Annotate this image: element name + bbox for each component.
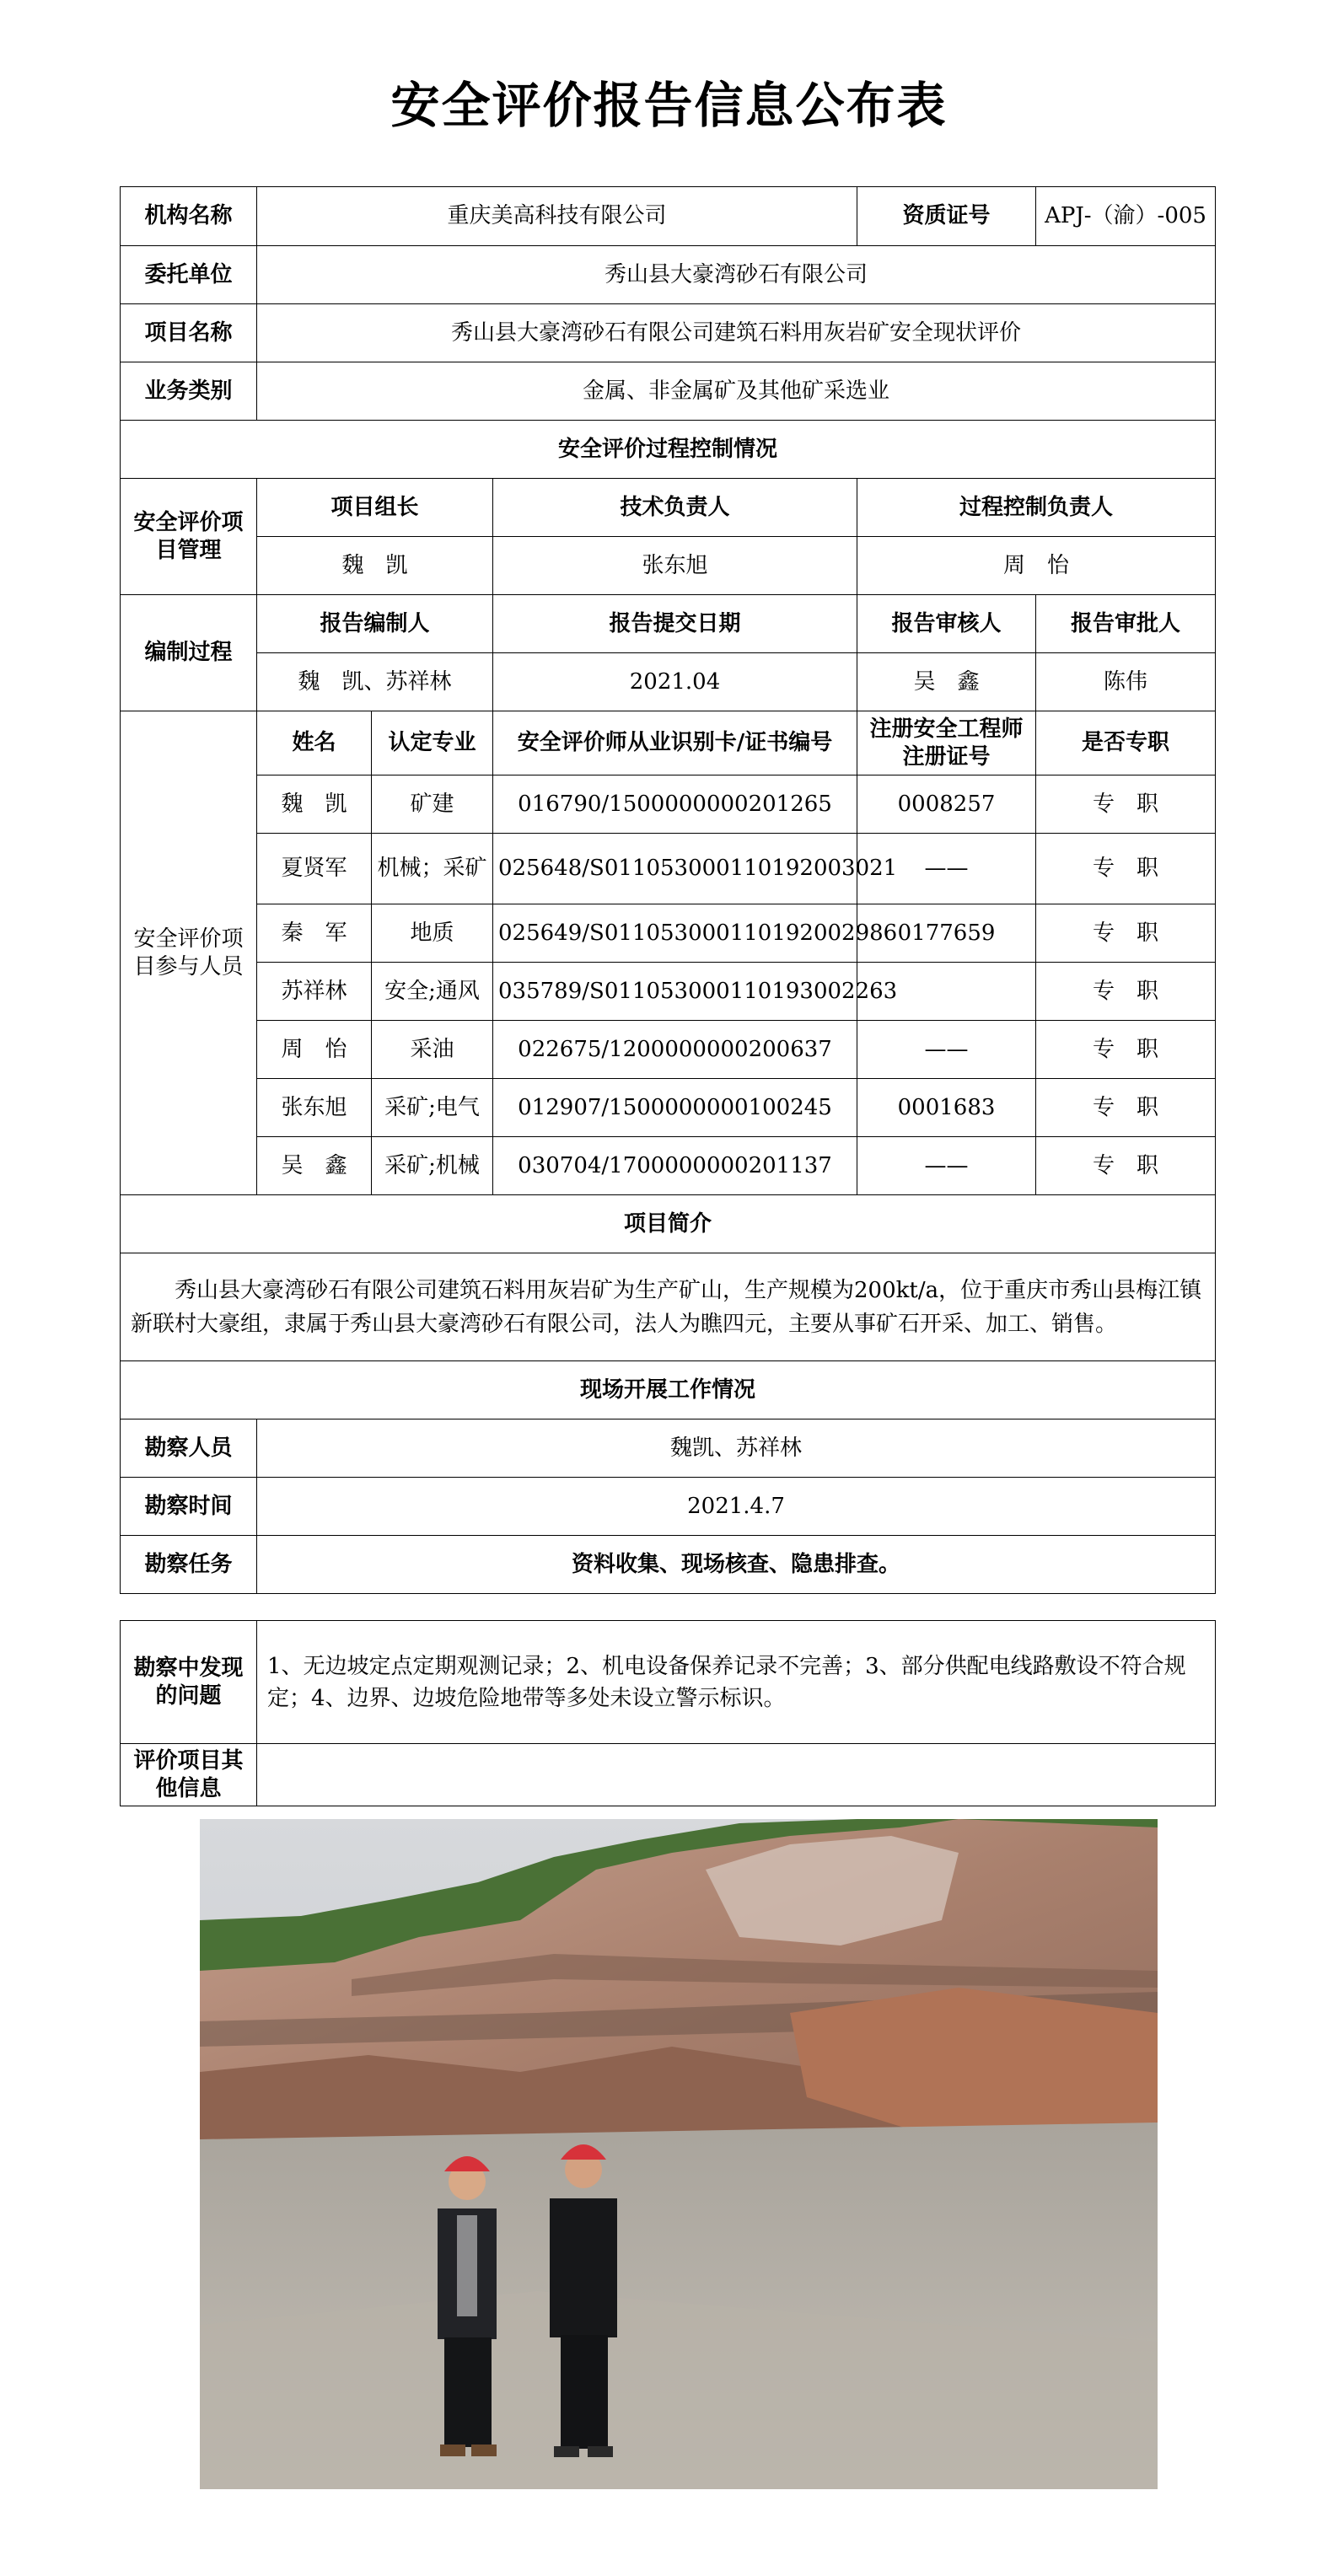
compile-header-reviewer: 报告审核人 — [857, 595, 1036, 653]
staff-name: 夏贤军 — [257, 834, 372, 904]
staff-card: 012907/1500000000100245 — [493, 1079, 857, 1137]
staff-header-major: 认定专业 — [372, 711, 493, 775]
compile-author: 魏 凯、苏祥林 — [257, 653, 493, 711]
staff-name: 魏 凯 — [257, 775, 372, 834]
intro-text: 秀山县大豪湾砂石有限公司建筑石料用灰岩矿为生产矿山，生产规模为200kt/a，位于重庆市秀山县梅江镇新联村大豪组，隶属于秀山县大豪湾砂石有限公司，法人为瞧四元，主要从事矿石开采、加工、销售。 — [121, 1253, 1216, 1361]
staff-major: 安全;通风 — [372, 963, 493, 1021]
org-label: 机构名称 — [121, 187, 257, 246]
staff-name: 秦 军 — [257, 904, 372, 963]
info-table — [120, 186, 1216, 1594]
staff-major: 矿建 — [372, 775, 493, 834]
staff-card: 025649/S011053000110192002986 — [493, 904, 857, 963]
management-control: 周 怡 — [857, 537, 1216, 595]
staff-card: 035789/S011053000110193002263 — [493, 963, 857, 1021]
quarry-scene-image — [200, 1819, 1158, 2489]
staff-name: 张东旭 — [257, 1079, 372, 1137]
org-value: 重庆美高科技有限公司 — [257, 187, 857, 246]
field-header: 现场开展工作情况 — [121, 1361, 1216, 1419]
page-title: 安全评价报告信息公布表 — [390, 77, 948, 134]
staff-card: 030704/1700000000201137 — [493, 1137, 857, 1195]
staff-card: 022675/1200000000200637 — [493, 1021, 857, 1079]
staff-major: 机械；采矿 — [372, 834, 493, 904]
compile-date: 2021.04 — [493, 653, 857, 711]
staff-header-card: 安全评价师从业识别卡/证书编号 — [493, 711, 857, 775]
survey-time-label: 勘察时间 — [121, 1478, 257, 1536]
survey-task-label: 勘察任务 — [121, 1536, 257, 1594]
management-tech: 张东旭 — [493, 537, 857, 595]
staff-label: 安全评价项目参与人员 — [121, 711, 257, 1195]
management-header-control: 过程控制负责人 — [857, 479, 1216, 537]
staff-major: 采矿;电气 — [372, 1079, 493, 1137]
compile-approver: 陈伟 — [1036, 653, 1216, 711]
issues-label: 勘察中发现的问题 — [121, 1621, 257, 1744]
staff-name: 苏祥林 — [257, 963, 372, 1021]
staff-major: 地质 — [372, 904, 493, 963]
issues-value: 1、无边坡定点定期观测记录；2、机电设备保养记录不完善；3、部分供配电线路敷设不符合规定；4、边界、边坡危险地带等多处未设立警示标识。 — [257, 1621, 1216, 1744]
staff-reg: —— — [857, 1137, 1036, 1195]
staff-major: 采油 — [372, 1021, 493, 1079]
staff-reg: 0001683 — [857, 1079, 1036, 1137]
client-value: 秀山县大豪湾砂石有限公司 — [257, 246, 1216, 304]
management-label: 安全评价项目管理 — [121, 479, 257, 595]
management-header-leader: 项目组长 — [257, 479, 493, 537]
management-leader: 魏 凯 — [257, 537, 493, 595]
survey-task-value: 资料收集、现场核查、隐患排查。 — [257, 1536, 1216, 1594]
staff-header-name: 姓名 — [257, 711, 372, 775]
management-header-tech: 技术负责人 — [493, 479, 857, 537]
other-info-label: 评价项目其他信息 — [121, 1744, 257, 1806]
compile-reviewer: 吴 鑫 — [857, 653, 1036, 711]
staff-card: 025648/S011053000110192003021 — [493, 834, 857, 904]
compile-label: 编制过程 — [121, 595, 257, 711]
project-value: 秀山县大豪湾砂石有限公司建筑石料用灰岩矿安全现状评价 — [257, 304, 1216, 362]
staff-header-fulltime: 是否专职 — [1036, 711, 1216, 775]
compile-header-date: 报告提交日期 — [493, 595, 857, 653]
project-label: 项目名称 — [121, 304, 257, 362]
staff-card: 016790/1500000000201265 — [493, 775, 857, 834]
staff-name: 吴 鑫 — [257, 1137, 372, 1195]
issues-table — [120, 1620, 1216, 1806]
client-label: 委托单位 — [121, 246, 257, 304]
staff-reg: —— — [857, 834, 1036, 904]
staff-fulltime: 专 职 — [1036, 775, 1216, 834]
category-value: 金属、非金属矿及其他矿采选业 — [257, 362, 1216, 421]
compile-header-approver: 报告审批人 — [1036, 595, 1216, 653]
staff-reg: 0177659 — [857, 904, 1036, 963]
staff-fulltime: 专 职 — [1036, 1079, 1216, 1137]
staff-fulltime: 专 职 — [1036, 1021, 1216, 1079]
staff-reg: —— — [857, 1021, 1036, 1079]
survey-people-value: 魏凯、苏祥林 — [257, 1419, 1216, 1478]
staff-fulltime: 专 职 — [1036, 963, 1216, 1021]
survey-people-label: 勘察人员 — [121, 1419, 257, 1478]
other-info-value — [257, 1744, 1216, 1806]
staff-name: 周 怡 — [257, 1021, 372, 1079]
staff-fulltime: 专 职 — [1036, 904, 1216, 963]
survey-time-value: 2021.4.7 — [257, 1478, 1216, 1536]
cert-label: 资质证号 — [857, 187, 1036, 246]
staff-reg: 0008257 — [857, 775, 1036, 834]
staff-fulltime: 专 职 — [1036, 834, 1216, 904]
compile-header-author: 报告编制人 — [257, 595, 493, 653]
staff-major: 采矿;机械 — [372, 1137, 493, 1195]
cert-value: APJ-（渝）-005 — [1036, 187, 1216, 246]
category-label: 业务类别 — [121, 362, 257, 421]
process-header: 安全评价过程控制情况 — [121, 421, 1216, 479]
staff-fulltime: 专 职 — [1036, 1137, 1216, 1195]
staff-header-reg: 注册安全工程师注册证号 — [857, 711, 1036, 775]
intro-header: 项目简介 — [121, 1195, 1216, 1253]
site-photo — [200, 1819, 1158, 2489]
